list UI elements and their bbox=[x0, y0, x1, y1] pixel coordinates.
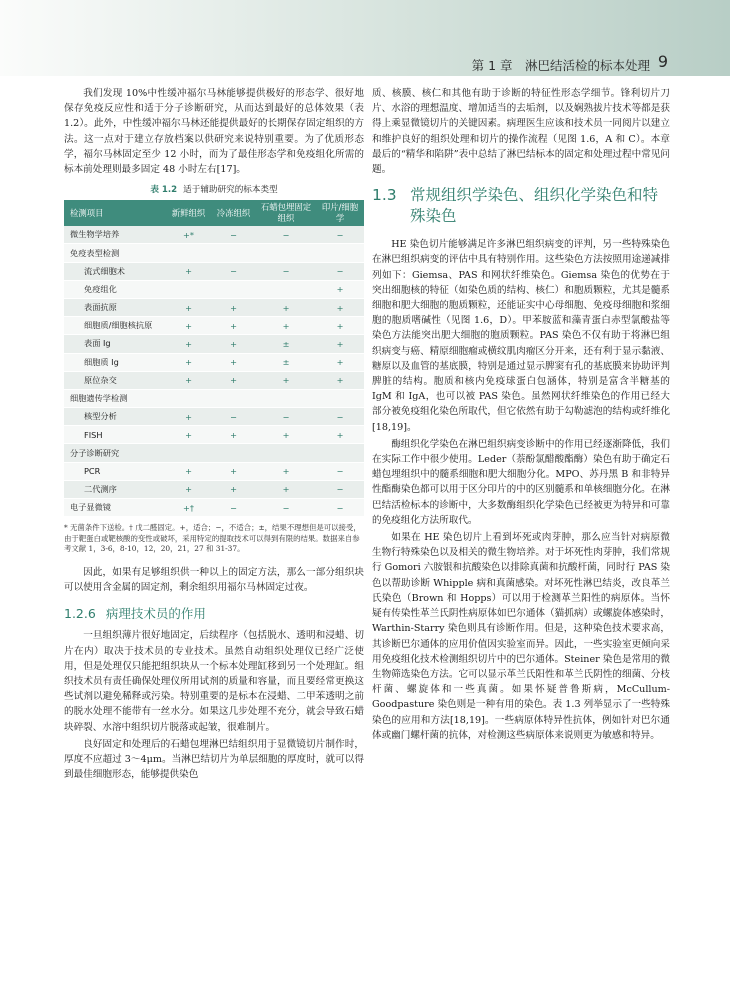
row-label: 流式细胞术 bbox=[64, 262, 166, 280]
table-caption-text: 适于辅助研究的标本类型 bbox=[183, 185, 278, 196]
table-row bbox=[64, 244, 364, 262]
section-number: 1.3 bbox=[372, 186, 397, 205]
table-cell: − bbox=[316, 499, 364, 517]
row-label: FISH bbox=[64, 426, 166, 444]
specimen-type-table bbox=[64, 200, 364, 517]
section-title: 常规组织学染色、组织化学染色和特殊染色 bbox=[410, 186, 659, 226]
table-cell: − bbox=[316, 262, 364, 280]
table-body bbox=[64, 226, 364, 517]
table-header-cell: 新鲜组织 bbox=[166, 200, 211, 226]
table-cell: + bbox=[166, 317, 211, 335]
table-cell bbox=[316, 444, 364, 462]
row-label: 细胞质 Ig bbox=[64, 353, 166, 371]
table-cell: − bbox=[211, 408, 256, 426]
row-label: 微生物学培养 bbox=[64, 226, 166, 244]
section-title: 病理技术员的作用 bbox=[105, 606, 206, 622]
table-caption-number: 表 1.2 bbox=[150, 185, 178, 196]
table-cell bbox=[166, 280, 211, 298]
table-row bbox=[64, 480, 364, 498]
table-cell: + bbox=[211, 426, 256, 444]
left-column bbox=[64, 86, 364, 784]
table-cell bbox=[256, 444, 316, 462]
table-cell: + bbox=[166, 426, 211, 444]
table-cell: + bbox=[316, 426, 364, 444]
table-cell: + bbox=[211, 462, 256, 480]
table-footnote: * 无菌条件下送检。† 戊二醛固定。+，适合；−，不适合；±，结果不理想但是可以接受，由于靶蛋白或靶核酸的变性或破坏，采用特定的提取技术可以得到有限的结果。数据来自参考文献 1，3-6，8-10，12，20，21，27 和 31-37。 bbox=[64, 523, 361, 554]
table-cell: +† bbox=[166, 499, 211, 517]
table-cell: + bbox=[256, 298, 316, 316]
table-row bbox=[64, 280, 364, 298]
table-row bbox=[64, 262, 364, 280]
table-cell bbox=[211, 280, 256, 298]
table-cell bbox=[256, 244, 316, 262]
table-row bbox=[64, 462, 364, 480]
row-label: PCR bbox=[64, 462, 166, 480]
page-number: 9 bbox=[657, 52, 668, 71]
paragraph: 因此，如果有足够组织供一种以上的固定方法，那么一部分组织块可以使用含金属的固定剂，剩余组织用福尔马林固定过夜。 bbox=[64, 567, 364, 594]
table-cell: + bbox=[256, 371, 316, 389]
table-header-cell: 印片/细胞学 bbox=[316, 200, 364, 226]
paragraph: 酶组织化学染色在淋巴组织病变诊断中的作用已经逐渐降低，我们在实际工作中很少使用。Leder（萘酚氯醋酸酯酶）染色有助于确定石蜡包埋组织中的髓系细胞和肥大细胞分化。MPO、苏丹黑 B 和非特异性酯酶染色都可以用于区分印片的中的区别髓系和单核细胞分化。在淋巴结活检标本的诊断中，大多数酶组织化学染色已经被更为特异和可靠的免疫组化方法所取代。 bbox=[372, 438, 670, 526]
table-cell: + bbox=[166, 262, 211, 280]
table-cell bbox=[166, 389, 211, 407]
table-cell: ± bbox=[256, 335, 316, 353]
paragraph: 质、核膜、核仁和其他有助于诊断的特征性形态学细节。锋利切片刀片、水浴的理想温度、增加适当的去垢剂，以及娴熟拔片技术等都是获得上乘显微镜切片的关键因素。病理医生应该和技术员一同阅片以建立和维护良好的组织处理和切片的操作流程（见图 1.6，A 和 C）。本章最后的“精华和陷阱”表中总结了淋巴结标本的固定和处理过程中常见问题。 bbox=[372, 88, 670, 176]
table-cell: − bbox=[316, 480, 364, 498]
table-row bbox=[64, 353, 364, 371]
table-cell bbox=[211, 444, 256, 462]
row-label: 原位杂交 bbox=[64, 371, 166, 389]
table-cell bbox=[166, 244, 211, 262]
table-cell: − bbox=[316, 462, 364, 480]
row-label: 细胞质/细胞核抗原 bbox=[64, 317, 166, 335]
right-column bbox=[372, 86, 670, 745]
table-cell bbox=[166, 444, 211, 462]
table-caption bbox=[64, 183, 364, 195]
row-label: 细胞遗传学检测 bbox=[64, 389, 166, 407]
section-heading bbox=[372, 185, 670, 227]
table-row bbox=[64, 298, 364, 316]
table-row bbox=[64, 335, 364, 353]
row-label: 表面 Ig bbox=[64, 335, 166, 353]
table-row bbox=[64, 371, 364, 389]
table-cell: − bbox=[211, 499, 256, 517]
table-cell: + bbox=[316, 371, 364, 389]
table-cell: + bbox=[316, 353, 364, 371]
table-cell bbox=[211, 389, 256, 407]
table-cell: + bbox=[256, 426, 316, 444]
table-cell: + bbox=[256, 317, 316, 335]
table-cell: +* bbox=[166, 226, 211, 244]
table-row bbox=[64, 389, 364, 407]
row-label: 免疫表型检测 bbox=[64, 244, 166, 262]
table-header-cell: 石蜡包埋固定组织 bbox=[256, 200, 316, 226]
row-label: 免疫组化 bbox=[64, 280, 166, 298]
paragraph: 良好固定和处理后的石蜡包埋淋巴结组织用于显微镜切片制作时，厚度不应超过 3～4μm。当淋巴结切片为单层细胞的厚度时，就可以得到最佳细胞形态，能够提供染色 bbox=[64, 738, 364, 781]
table-cell: + bbox=[166, 371, 211, 389]
table-cell: − bbox=[256, 408, 316, 426]
table-row bbox=[64, 408, 364, 426]
table-row bbox=[64, 426, 364, 444]
table-cell: + bbox=[211, 298, 256, 316]
paragraph: 如果在 HE 染色切片上看到坏死或肉芽肿，那么应当针对病原微生物行特殊染色以及相关的微生物培养。对于坏死性肉芽肿，我们常规行 Gomori 六胺银和抗酸染色以排除真菌和抗酸杆菌，同时行 PAS 染色以帮助诊断 Whipple 病和真菌感染。对坏死性淋巴结炎，改良革兰氏染色（Brown 和 Hopps）可以用于检测革兰阳性的病原体。当怀疑有传染性革兰氏阴性病原体如巴尔通体（猫抓病）或螺旋体感染时，Warthin-Starry 染色则具有诊断作用。但是，这种染色技术要求高，其诊断巴尔通体的应用价值因实验室而异。因此，一些实验室更倾向采用免疫组化技术检测组织切片中的巴尔通体。Steiner 染色是常用的微生物筛选染色方法。它可以显示革兰氏阳性和革兰氏阴性的细菌、分枝杆菌、螺旋体和一些真菌。如果怀疑普鲁斯病，McCullum-Goodpasture 染色则是一种有用的染色。表 1.3 列举显示了一些特殊染色的应用和方法[18,19]。一些病原体特异性抗体，例如针对巴尔通体或幽门螺杆菌的抗体，对检测这些病原体来说则更为敏感和特异。 bbox=[372, 532, 670, 741]
paragraph: 一旦组织薄片很好地固定，后续程序（包括脱水、透明和浸蜡、切片在内）取决于技术员的专业技术。虽然自动组织处理仪已经广泛使用，但是处理仅只能把组织块从一个标本处理缸移到另一个处理缸。组织技术员有责任确保处理仪所用试剂的质量和容量，而且要经常更换这些试剂以避免稀释或污染。特别重要的是标本在浸蜡、二甲苯透明之前的脱水处理不能带有一丝水分。如果这几步处理不充分，就会导致石蜡块碎裂、水溶中组织切片脱落或起皱，很难制片。 bbox=[64, 630, 364, 733]
table-cell: + bbox=[211, 317, 256, 335]
table-cell bbox=[256, 280, 316, 298]
table-cell bbox=[211, 244, 256, 262]
table-cell: + bbox=[166, 335, 211, 353]
table-cell: + bbox=[166, 408, 211, 426]
table-cell: + bbox=[166, 462, 211, 480]
table-cell: − bbox=[256, 226, 316, 244]
paragraph: HE 染色切片能够满足许多淋巴组织病变的评判，另一些特殊染色在淋巴组织病变的评估中具有特别作用。这些染色方法按照用途递减排列如下：Giemsa、PAS 和网状纤维染色。Giemsa 染色的优势在于突出细胞核的特征（如染色质的结构、核仁）和胞质颗粒，尤其是髓系细胞和肥大细胞的胞质颗粒，还能证实中心母细胞、免疫母细胞和浆细胞的胞质嗜碱性（见图 1.6，D）。甲苯胺蓝和藻青蛋白赤型氯酸盐等染色方法能突出肥大细胞的胞质颗粒。PAS 染色不仅有助于将淋巴组织病变与癌、精原细胞瘤或横纹肌肉瘤区分开来，还有利于显示黏液、糖原以及血管的基底膜，特别是通过显示脾窦有孔的基底膜来协助评判脾脏的结构。胞质和核内免疫球蛋白包涵体，特别是富含半糖基的 IgM 和 IgA，也可以被 PAS 染色。虽然网状纤维染色的作用已经大部分被免疫组化染色所取代，但它依然有助于勾勒滤泡的结构或纤维化[18,19]。 bbox=[372, 239, 670, 433]
table-cell: + bbox=[211, 353, 256, 371]
table-cell: − bbox=[256, 262, 316, 280]
table-cell: − bbox=[316, 408, 364, 426]
row-label: 表面抗原 bbox=[64, 298, 166, 316]
table-cell bbox=[316, 244, 364, 262]
table-cell bbox=[316, 389, 364, 407]
table-cell: − bbox=[256, 499, 316, 517]
section-heading bbox=[64, 604, 364, 622]
table-header-cell: 冷冻组织 bbox=[211, 200, 256, 226]
table-cell: + bbox=[211, 371, 256, 389]
table-cell: + bbox=[316, 317, 364, 335]
row-label: 核型分析 bbox=[64, 408, 166, 426]
table-cell: + bbox=[316, 335, 364, 353]
table-cell: + bbox=[256, 462, 316, 480]
table-header-cell: 检测项目 bbox=[64, 200, 166, 226]
section-number: 1.2.6 bbox=[64, 606, 96, 622]
row-label: 二代测序 bbox=[64, 480, 166, 498]
paragraph: 我们发现 10%中性缓冲福尔马林能够提供极好的形态学、很好地保存免疫反应性和适于分子诊断研究，从而达到最好的总体效果（表 1.2）。此外，中性缓冲福尔马林还能提供最好的长期保存固定组织的方法。这一点对于建立存放档案以供研究来说特别重要。为了优质形态学，福尔马林固定至少 12 小时，而为了最佳形态学和免疫组化所需的标本前处理则最多固定 48 小时左右[17]。 bbox=[64, 88, 364, 176]
table-cell: + bbox=[211, 335, 256, 353]
table-row bbox=[64, 226, 364, 244]
table-cell: + bbox=[211, 480, 256, 498]
table-row bbox=[64, 444, 364, 462]
table-row bbox=[64, 499, 364, 517]
row-label: 分子诊断研究 bbox=[64, 444, 166, 462]
chapter-title: 第 1 章 淋巴结活检的标本处理 bbox=[471, 58, 650, 73]
table-cell: + bbox=[166, 353, 211, 371]
row-label: 电子显微镜 bbox=[64, 499, 166, 517]
table-cell: + bbox=[316, 280, 364, 298]
table-cell: + bbox=[316, 298, 364, 316]
table-row bbox=[64, 317, 364, 335]
table-cell: + bbox=[256, 480, 316, 498]
table-cell: ± bbox=[256, 353, 316, 371]
table-cell bbox=[256, 389, 316, 407]
table-cell: − bbox=[211, 262, 256, 280]
table-cell: − bbox=[211, 226, 256, 244]
table-cell: + bbox=[166, 298, 211, 316]
table-cell: − bbox=[316, 226, 364, 244]
table-cell: + bbox=[166, 480, 211, 498]
